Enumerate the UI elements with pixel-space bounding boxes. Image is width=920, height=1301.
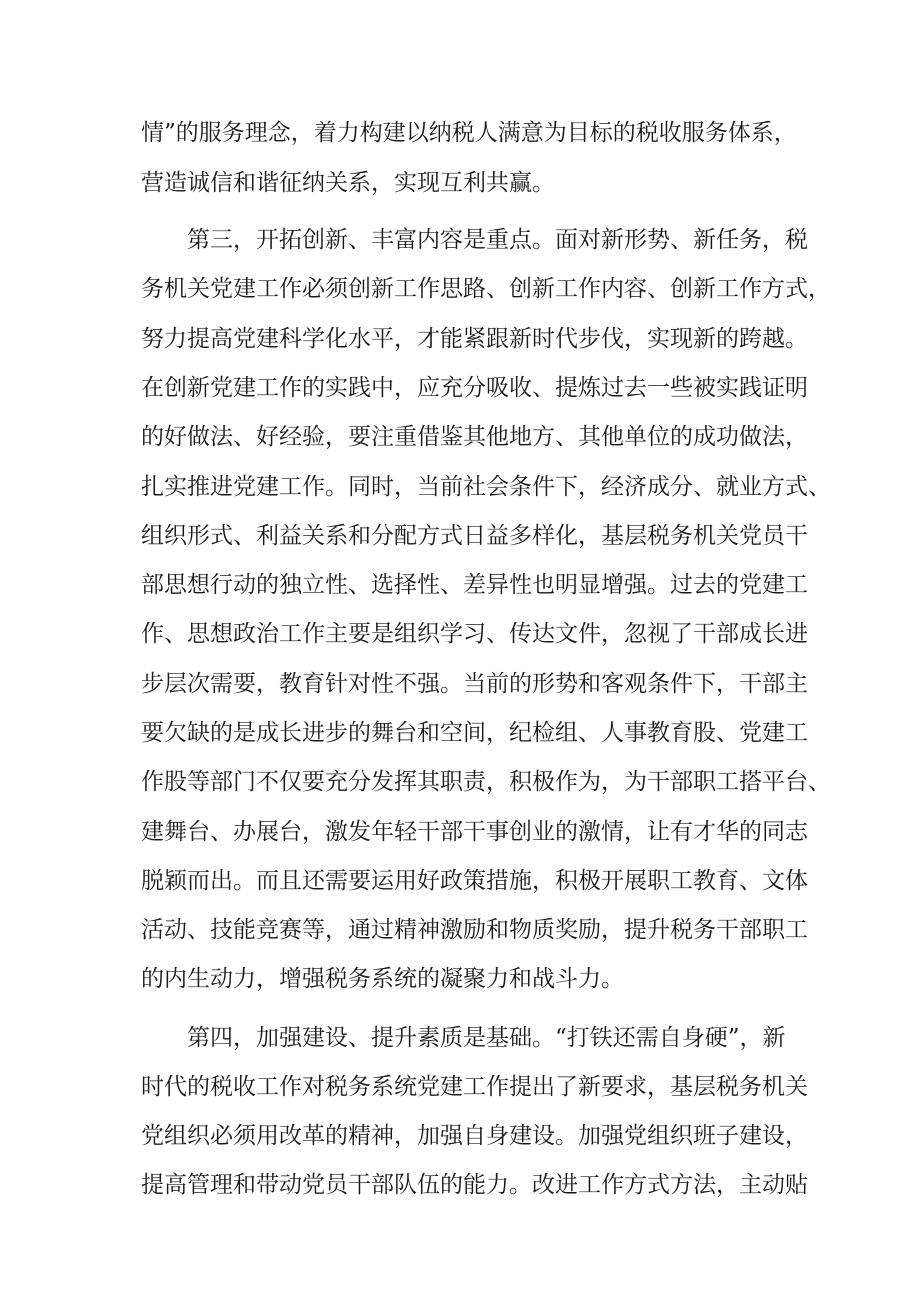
text-line: 扎实推进党建工作。同时，当前社会条件下，经济成分、就业方式、 <box>141 474 831 500</box>
text-line: 在创新党建工作的实践中，应充分吸收、提炼过去一些被实践证明 <box>141 375 808 401</box>
text-line: 作、思想政治工作主要是组织学习、传达文件，忽视了干部成长进 <box>141 621 808 647</box>
text-line: 的内生动力，增强税务系统的凝聚力和战斗力。 <box>141 966 624 992</box>
text-line: 脱颖而出。而且还需要运用好政策措施，积极开展职工教育、文体 <box>141 868 808 894</box>
text-line: 营造诚信和谐征纳关系，实现互利共赢。 <box>141 170 555 196</box>
text-line: 作股等部门不仅要充分发挥其职责，积极作为，为干部职工搭平台、 <box>141 769 831 795</box>
text-line: 部思想行动的独立性、选择性、差异性也明显增强。过去的党建工 <box>141 572 808 598</box>
paragraph-start-line: 第四，加强建设、提升素质是基础。“打铁还需自身硬”，新 <box>187 1025 786 1051</box>
text-line: 务机关党建工作必须创新工作思路、创新工作内容、创新工作方式， <box>141 276 831 302</box>
text-line: 党组织必须用改革的精神，加强自身建设。加强党组织班子建设， <box>141 1123 808 1149</box>
text-line: 要欠缺的是成长进步的舞台和空间，纪检组、人事教育股、党建工 <box>141 720 808 746</box>
text-line: 活动、技能竞赛等，通过精神激励和物质奖励，提升税务干部职工 <box>141 917 808 943</box>
paragraph-start-line: 第三，开拓创新、丰富内容是重点。面对新形势、新任务，税 <box>187 227 808 253</box>
text-line: 建舞台、办展台，激发年轻干部干事创业的激情，让有才华的同志 <box>141 819 808 845</box>
text-line: 情”的服务理念，着力构建以纳税人满意为目标的税收服务体系， <box>141 120 797 146</box>
text-line: 努力提高党建科学化水平，才能紧跟新时代步伐，实现新的跨越。 <box>141 326 808 352</box>
text-line: 的好做法、好经验，要注重借鉴其他地方、其他单位的成功做法， <box>141 424 808 450</box>
text-line: 时代的税收工作对税务系统党建工作提出了新要求，基层税务机关 <box>141 1074 808 1100</box>
text-line: 步层次需要，教育针对性不强。当前的形势和客观条件下，干部主 <box>141 671 808 697</box>
text-line: 提高管理和带动党员干部队伍的能力。改进工作方式方法，主动贴 <box>141 1172 808 1198</box>
text-line: 组织形式、利益关系和分配方式日益多样化，基层税务机关党员干 <box>141 523 808 549</box>
